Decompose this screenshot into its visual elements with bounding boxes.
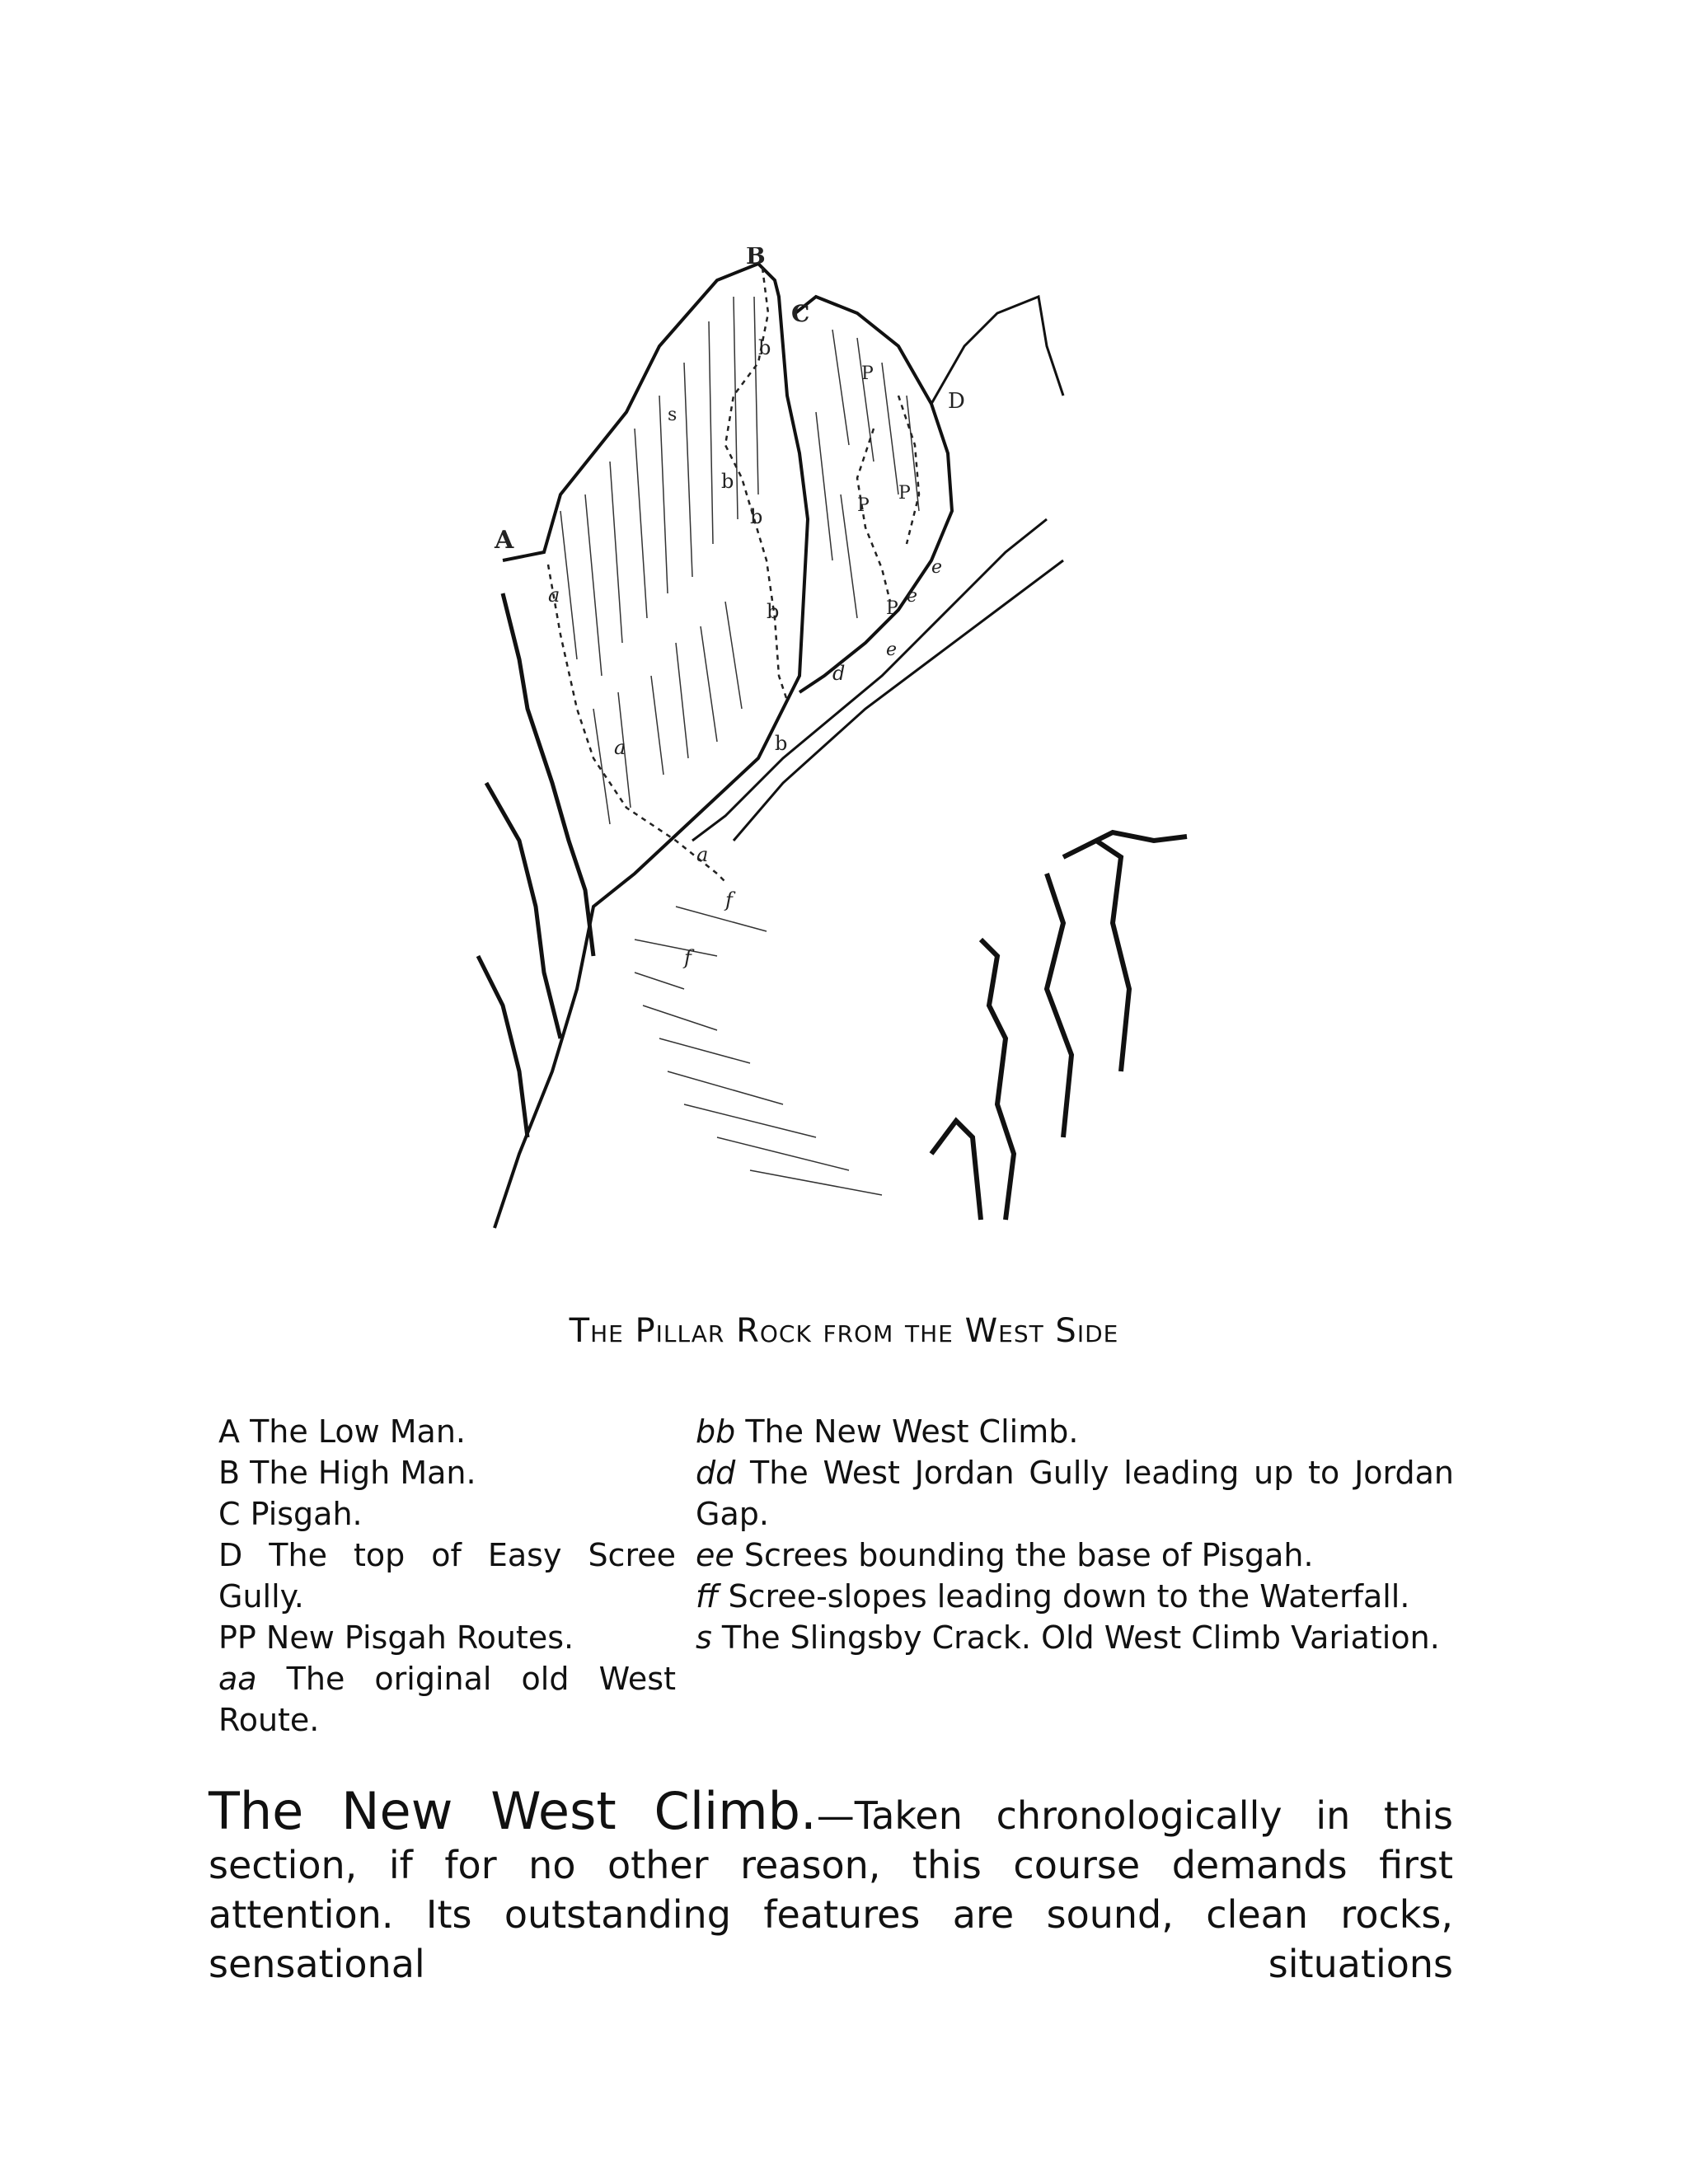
legend-item [696,1617,1454,1658]
figure-labels [494,247,965,969]
label-a: a [696,843,709,866]
legend-key: C [218,1496,241,1532]
legend-item [218,1617,676,1658]
figure-legend [218,1411,1455,1741]
figure-caption: The Pillar Rock from the West Side [569,1312,1119,1350]
legend-item [696,1535,1454,1576]
legend-key: PP [218,1619,256,1656]
pillar-rock-illustration [470,247,1195,1236]
legend-column-left [218,1411,676,1741]
legend-text: New Pisgah Routes. [256,1619,574,1656]
right-ridge [692,297,1063,841]
label-d: d [832,662,846,685]
label-B: B [746,247,766,269]
label-b: b [775,732,788,755]
legend-text: The top of Easy Scree Gully. [218,1537,676,1615]
label-e: e [886,640,898,660]
legend-item [218,1493,676,1535]
legend-column-right [696,1411,1454,1741]
legend-item [696,1411,1454,1452]
legend-key: dd [696,1455,736,1491]
label-a: a [548,583,560,607]
label-C: C [791,300,810,327]
label-b: b [721,470,734,493]
legend-item [218,1411,676,1452]
legend-key: B [218,1455,241,1491]
label-A: A [495,526,514,555]
legend-text: The New West Climb. [735,1413,1079,1450]
legend-item [218,1452,676,1493]
legend-key: bb [696,1413,736,1450]
legend-text: The West Jordan Gully leading up to Jordan Gap. [696,1455,1454,1532]
legend-text: The Slingsby Crack. Old West Climb Variation. [711,1619,1440,1656]
label-P: P [857,495,870,516]
label-P: P [886,598,898,619]
legend-key: aa [218,1661,257,1697]
legend-key: D [218,1537,243,1573]
pisgah-outline [795,297,952,692]
legend-text: Scree-slopes leading down to the Waterfall. [718,1578,1410,1615]
route-aa [548,565,725,882]
label-f: f [684,946,692,969]
legend-item [696,1576,1454,1617]
label-e: e [931,557,943,578]
label-P: P [861,363,874,384]
legend-text: The original old West Route. [218,1661,676,1738]
legend-key: A [218,1413,240,1450]
label-b: b [758,336,771,359]
legend-text: The High Man. [240,1455,476,1491]
legend-item [218,1535,676,1617]
label-a: a [614,736,626,759]
body-paragraph [209,1781,1453,1989]
legend-text: Pisgah. [240,1496,363,1532]
label-b: b [767,600,780,623]
legend-key: s [696,1619,712,1656]
legend-text: The Low Man. [240,1413,466,1450]
legend-item [218,1658,676,1741]
legend-item [696,1452,1454,1535]
left-crag [478,593,593,1137]
label-P: P [898,483,911,504]
rock-sketch [470,247,1195,1236]
label-D: D [948,389,965,414]
legend-key: ee [696,1537,734,1573]
label-e: e [907,586,918,607]
label-s: s [668,405,678,425]
paragraph-text: —Taken chronologically in this section, if for no other reason, this course demands first attention. Its outstanding features are sound, clean rocks, sensational situations [209,1793,1453,1986]
legend-key: ff [696,1578,719,1615]
legend-text: Screes bounding the base of Pisgah. [734,1537,1314,1573]
route-lines [548,268,919,882]
section-heading: The New West Climb. [209,1781,817,1841]
label-f: f [725,888,733,912]
right-crag [931,832,1187,1220]
label-b: b [750,505,763,528]
